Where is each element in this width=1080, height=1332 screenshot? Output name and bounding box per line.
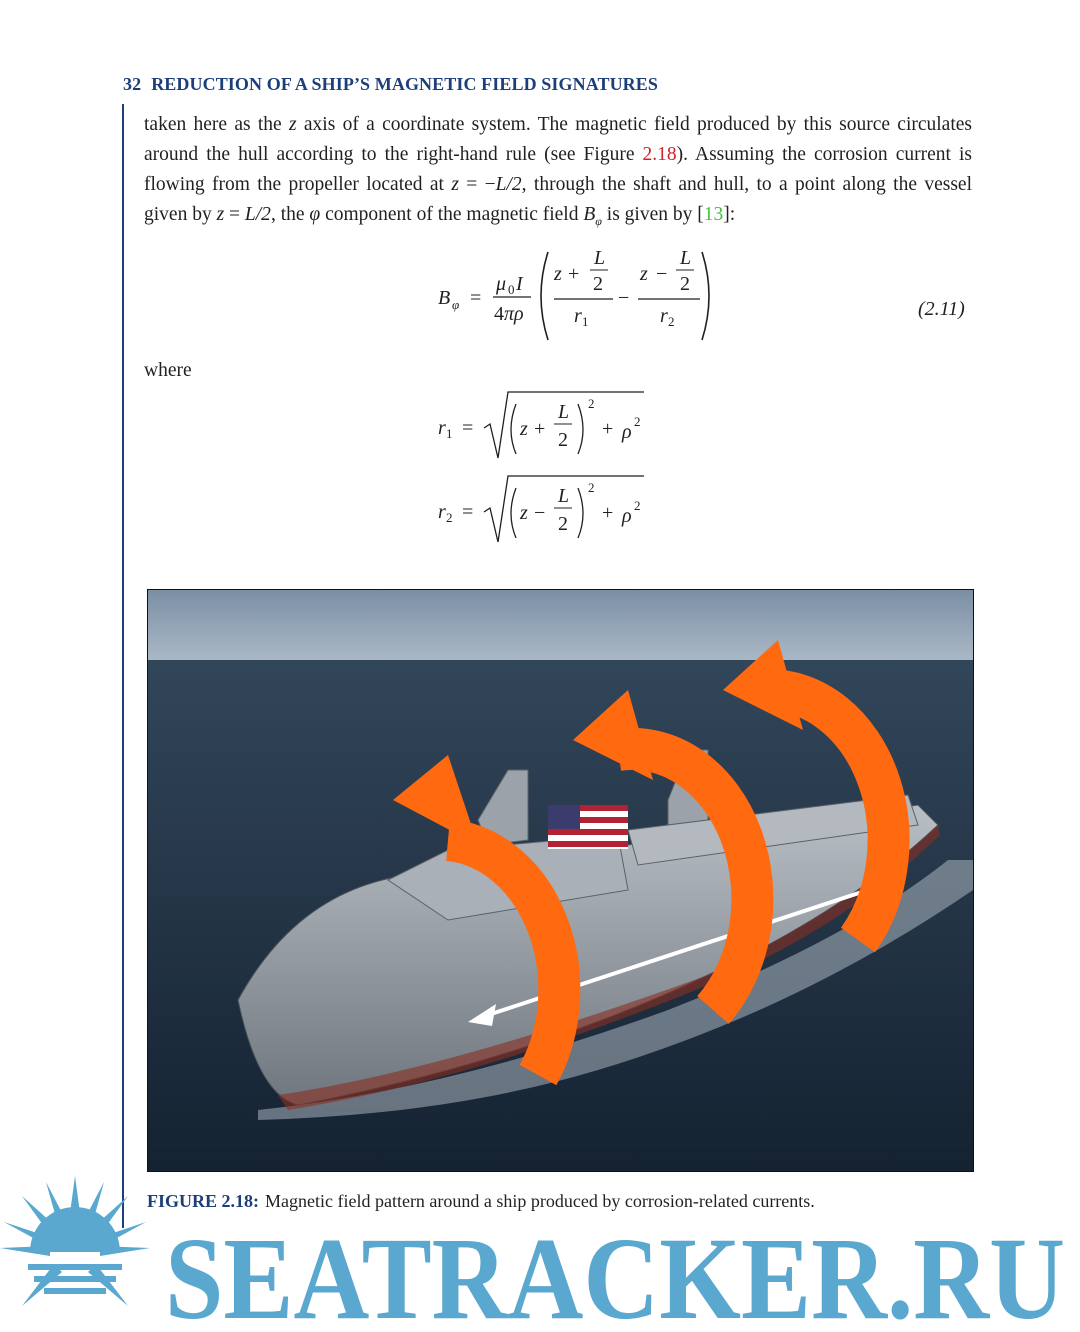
svg-text:2: 2 [593, 273, 603, 295]
text-run: ). Assuming the corrosion current is flowing from the propeller located at [144, 144, 972, 195]
svg-text:ρ: ρ [622, 505, 632, 527]
svg-text:z: z [520, 502, 528, 524]
svg-text:1: 1 [582, 314, 589, 329]
running-header [123, 74, 658, 95]
citation-link[interactable]: 13 [703, 204, 724, 225]
text-run: taken here as the [144, 114, 290, 135]
svg-text:0: 0 [508, 282, 515, 297]
svg-text:+: + [602, 418, 614, 440]
page-number: 32 [123, 74, 142, 94]
text-run: is given by [ [601, 204, 704, 225]
svg-text:2: 2 [558, 513, 568, 535]
svg-text:r: r [438, 501, 446, 523]
equation-r2 [430, 472, 660, 548]
math-z: z [216, 204, 225, 225]
text-run: = − [458, 174, 496, 195]
svg-text:B: B [438, 287, 451, 309]
figure-link[interactable]: 2.18 [642, 144, 677, 165]
svg-text:−: − [656, 263, 668, 285]
margin-rule [122, 104, 124, 1228]
equation-b-phi [430, 244, 730, 348]
text-run: component of the magnetic field [320, 204, 584, 225]
svg-text:=: = [462, 501, 474, 523]
watermark-text: SEATRACKER.RU [165, 1213, 1065, 1332]
text-run: , through the shaft and hull, to a point along the vessel given by [144, 174, 972, 225]
text-run: axis of a coordinate system. The magnetic field produced by this source circulates around the hull according to the right-hand rule (see Figure [144, 114, 973, 165]
math-l-half: L/2 [495, 174, 522, 195]
svg-text:2: 2 [588, 480, 595, 495]
svg-text:πρ: πρ [504, 303, 524, 325]
sun-icon [0, 1176, 150, 1306]
sky [148, 590, 973, 660]
figure-ship-photo [147, 589, 974, 1172]
text-run: ]: [723, 204, 736, 225]
figure-label: FIGURE 2.18: [147, 1191, 259, 1211]
svg-text:r: r [574, 305, 582, 327]
svg-text:z: z [520, 418, 528, 440]
math-z: z [289, 114, 297, 135]
svg-text:2: 2 [680, 273, 690, 295]
text-run: = [224, 204, 245, 225]
us-flag [548, 805, 628, 849]
caption-text: Magnetic field pattern around a ship produced by corrosion-related currents. [265, 1191, 815, 1211]
svg-text:2: 2 [634, 498, 641, 513]
svg-text:L: L [680, 247, 692, 269]
equation-number: (2.11) [918, 298, 965, 320]
svg-text:z: z [640, 263, 648, 285]
svg-text:1: 1 [446, 426, 453, 441]
svg-text:z: z [554, 263, 562, 285]
svg-text:=: = [470, 287, 482, 309]
svg-text:+: + [602, 502, 614, 524]
math-subscript: φ [595, 213, 602, 228]
svg-text:I: I [516, 273, 523, 295]
svg-text:ρ: ρ [622, 421, 632, 443]
math-z: z [451, 174, 459, 195]
svg-text:2: 2 [668, 314, 675, 329]
svg-text:+: + [534, 418, 546, 440]
math-phi: φ [309, 204, 321, 225]
math-l-half: L/2 [244, 204, 271, 225]
svg-text:L: L [558, 485, 570, 507]
svg-text:+: + [568, 263, 580, 285]
svg-text:=: = [462, 417, 474, 439]
svg-text:r: r [660, 305, 668, 327]
math-b: B [583, 204, 596, 225]
svg-text:2: 2 [446, 510, 453, 525]
body-paragraph [144, 110, 972, 236]
svg-text:L: L [558, 401, 570, 423]
svg-text:2: 2 [588, 396, 595, 411]
svg-text:L: L [594, 247, 606, 269]
svg-text:−: − [618, 287, 630, 309]
equation-r1 [430, 388, 660, 464]
svg-text:r: r [438, 417, 446, 439]
where-label: where [144, 360, 192, 381]
chapter-title: REDUCTION OF A SHIP’S MAGNETIC FIELD SIGNATURES [151, 74, 658, 94]
ship-illustration [148, 590, 973, 1171]
svg-text:4: 4 [494, 303, 504, 325]
svg-text:2: 2 [634, 414, 641, 429]
svg-text:−: − [534, 502, 546, 524]
svg-text:μ: μ [496, 273, 507, 295]
watermark-logo [0, 1170, 1080, 1332]
text-run: , the [270, 204, 310, 225]
svg-text:2: 2 [558, 429, 568, 451]
svg-text:φ: φ [452, 297, 460, 312]
